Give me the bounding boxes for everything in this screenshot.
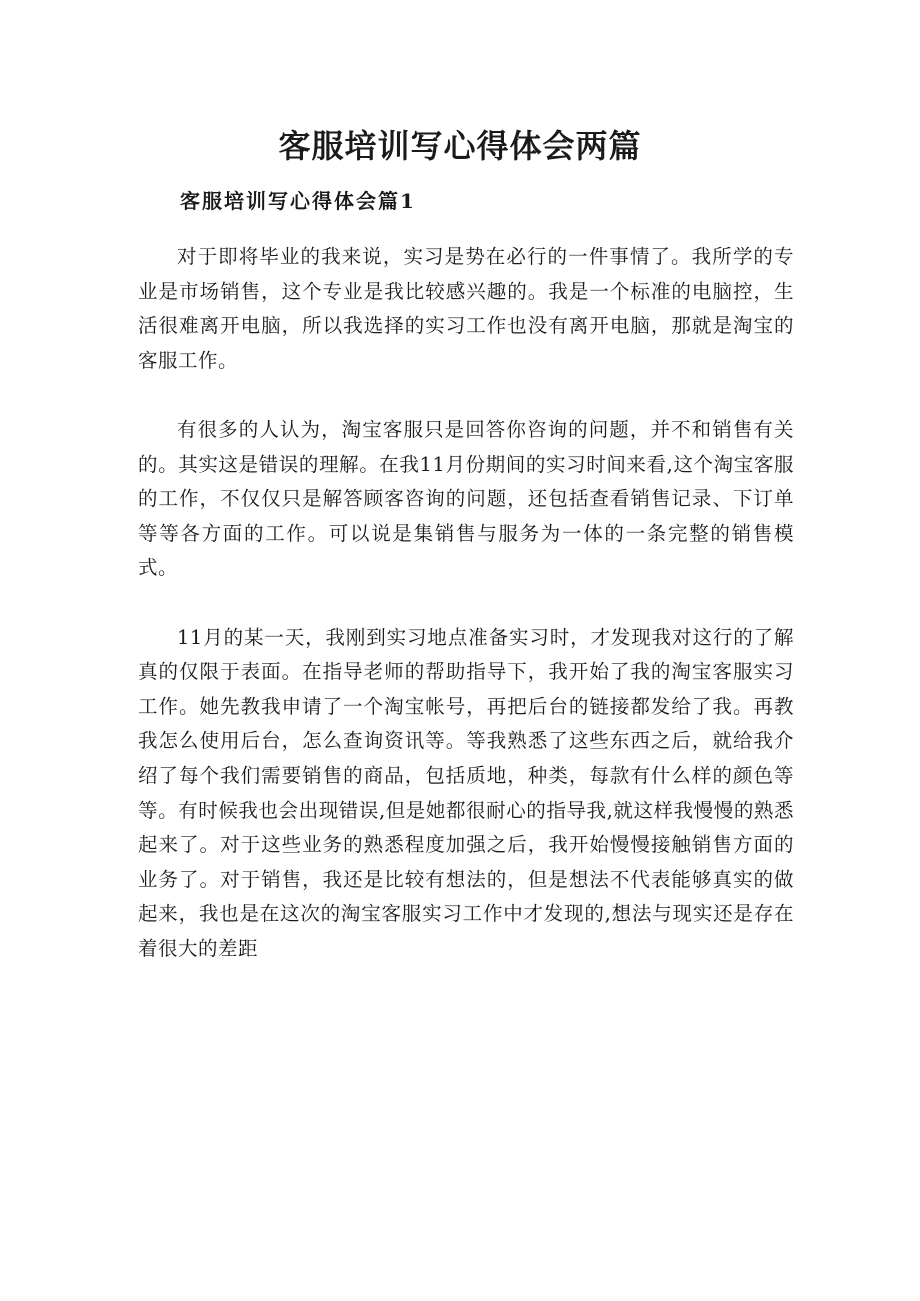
section-heading: 客服培训写心得体会篇1 [180, 189, 416, 213]
paragraph-3: 11月的某一天，我刚到实习地点准备实习时，才发现我对这行的了解真的仅限于表面。在指导老师的帮助指导下，我开始了我的淘宝客服实习工作。她先教我申请了一个淘宝帐号，再把后台的链接都发给了我。再教我怎么使用后台，怎么查询资讯等。等我熟悉了这些东西之后，就给我介绍了每个我们需要销售的商品，包括质地，种类，每款有什么样的颜色等等。有时候我也会出现错误,但是她都很耐心的指导我,就这样我慢慢的熟悉起来了。对于这些业务的熟悉程度加强之后，我开始慢慢接触销售方面的业务了。对于销售，我还是比较有想法的，但是想法不代表能够真实的做起来，我也是在这次的淘宝客服实习工作中才发现的,想法与现实还是存在着很大的差距 [138, 625, 794, 960]
paragraph-2: 有很多的人认为，淘宝客服只是回答你咨询的问题，并不和销售有关的。其实这是错误的理解。在我11月份期间的实习时间来看,这个淘宝客服的工作，不仅仅只是解答顾客咨询的问题，还包括查看销售记录、下订单等等各方面的工作。可以说是集销售与服务为一体的一条完整的销售模式。 [138, 417, 794, 580]
paragraph-1: 对于即将毕业的我来说，实习是势在必行的一件事情了。我所学的专业是市场销售，这个专业是我比较感兴趣的。我是一个标准的电脑控，生活很难离开电脑，所以我选择的实习工作也没有离开电脑，那就是淘宝的客服工作。 [138, 245, 794, 372]
document-title: 客服培训写心得体会两篇 [278, 127, 642, 165]
body-text [138, 240, 794, 1001]
